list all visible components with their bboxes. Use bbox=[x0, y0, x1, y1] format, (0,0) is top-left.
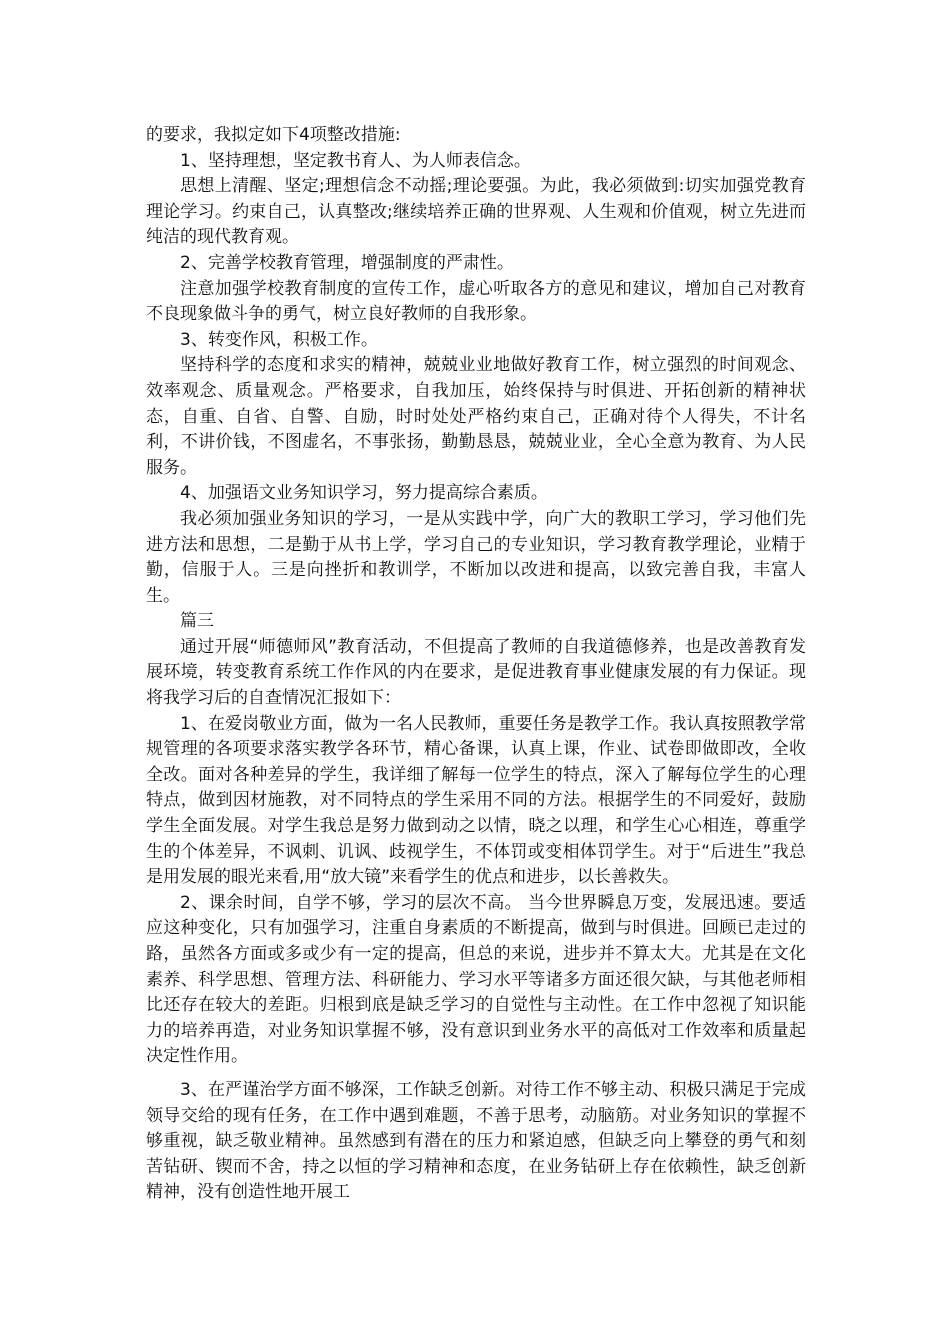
paragraph-5: 注意加强学校教育制度的宣传工作，虚心听取各方的意见和建议，增加自己对教育不良现象做斗争的勇气，树立良好教师的自我形象。 bbox=[146, 278, 806, 325]
paragraph-12: 1、在爱岗敬业方面，做为一名人民教师，重要任务是教学工作。我认真按照教学常规管理的各项要求落实教学各环节，精心备课，认真上课，作业、试卷即做即改，全收全改。面对各种差异的学生，我详细了解每一位学生的特点，深入了解每位学生的心理特点，做到因材施教，对不同特点的学生采用不同的方法。根据学生的不同爱好，鼓励学生全面发展。对学生我总是努力做到动之以情，晓之以理，和学生心心相连，尊重学生的个体差异，不讽刺、讥讽、歧视学生，不体罚或变相体罚学生。对于“后进生”我总是用发展的眼光来看,用“放大镜”来看学生的优点和进步，以长善救失。 bbox=[146, 713, 806, 888]
document-page bbox=[146, 123, 806, 1206]
paragraph-13: 2、课余时间，自学不够，学习的层次不高。 当今世界瞬息万变，发展迅速。要适应这种变化，只有加强学习，注重自身素质的不断提高，做到与时俱进。回顾已走过的路，虽然各方面或多或少有一定的提高，但总的来说，进步并不算太大。尤其是在文化素养、科学思想、管理方法、科研能力、学习水平等诸多方面还很欠缺，与其他老师相比还存在较大的差距。归根到底是缺乏学习的自觉性与主动性。在工作中忽视了知识能力的培养再造，对业务知识掌握不够，没有意识到业务水平的高低对工作效率和质量起决定性作用。 bbox=[146, 892, 806, 1067]
heading-measure-3: 3、转变作风，积极工作。 bbox=[180, 329, 378, 350]
paragraph-14: 3、在严谨治学方面不够深，工作缺乏创新。对待工作不够主动、积极只满足于完成领导交给的现有任务，在工作中遇到难题，不善于思考，动脑筋。对业务知识的掌握不够重视，缺乏敬业精神。虽然感到有潜在的压力和紧迫感，但缺乏向上攀登的勇气和刻苦钻研、锲而不舍，持之以恒的学习精神和态度，在业务钻研上存在依赖性，缺乏创新精神，没有创造性地开展工 bbox=[146, 1079, 806, 1203]
heading-measure-2: 2、完善学校教育管理，增强制度的严肃性。 bbox=[180, 252, 514, 273]
paragraph-9: 我必须加强业务知识的学习，一是从实践中学，向广大的教职工学习，学习他们先进方法和思想，二是勤于从书上学，学习自己的专业知识，学习教育教学理论，业精于勤，信服于人。三是向挫折和教训学，不断加以改进和提高，以致完善自我，丰富人生。 bbox=[146, 508, 806, 606]
heading-measure-4: 4、加强语文业务知识学习，努力提高综合素质。 bbox=[180, 483, 548, 504]
paragraph-7: 坚持科学的态度和求实的精神，兢兢业业地做好教育工作，树立强烈的时间观念、效率观念、质量观念。严格要求，自我加压，始终保持与时俱进、开拓创新的精神状态，自重、自省、自警、自励，时时处处严格约束自己，正确对待个人得失，不计名利，不讲价钱，不图虚名，不事张扬，勤勤恳恳，兢兢业业，全心全意为教育、为人民服务。 bbox=[146, 355, 806, 478]
paragraph-1: 的要求，我拟定如下4项整改措施: bbox=[146, 125, 401, 145]
paragraph-3: 思想上清醒、坚定;理想信念不动摇;理论要强。为此，我必须做到:切实加强党教育理论学习。约束自己，认真整改;继续培养正确的世界观、人生观和价值观，树立先进而纯洁的现代教育观。 bbox=[146, 176, 806, 248]
section-title-part-three: 篇三 bbox=[180, 611, 214, 632]
heading-measure-1: 1、坚持理想，坚定教书育人、为人师表信念。 bbox=[180, 150, 531, 171]
paragraph-11: 通过开展“师德师风”教育活动，不但提高了教师的自我道德修养，也是改善教育发展环境，转变教育系统工作作风的内在要求，是促进教育事业健康发展的有力保证。现将我学习后的自查情况汇报如下： bbox=[146, 636, 806, 709]
